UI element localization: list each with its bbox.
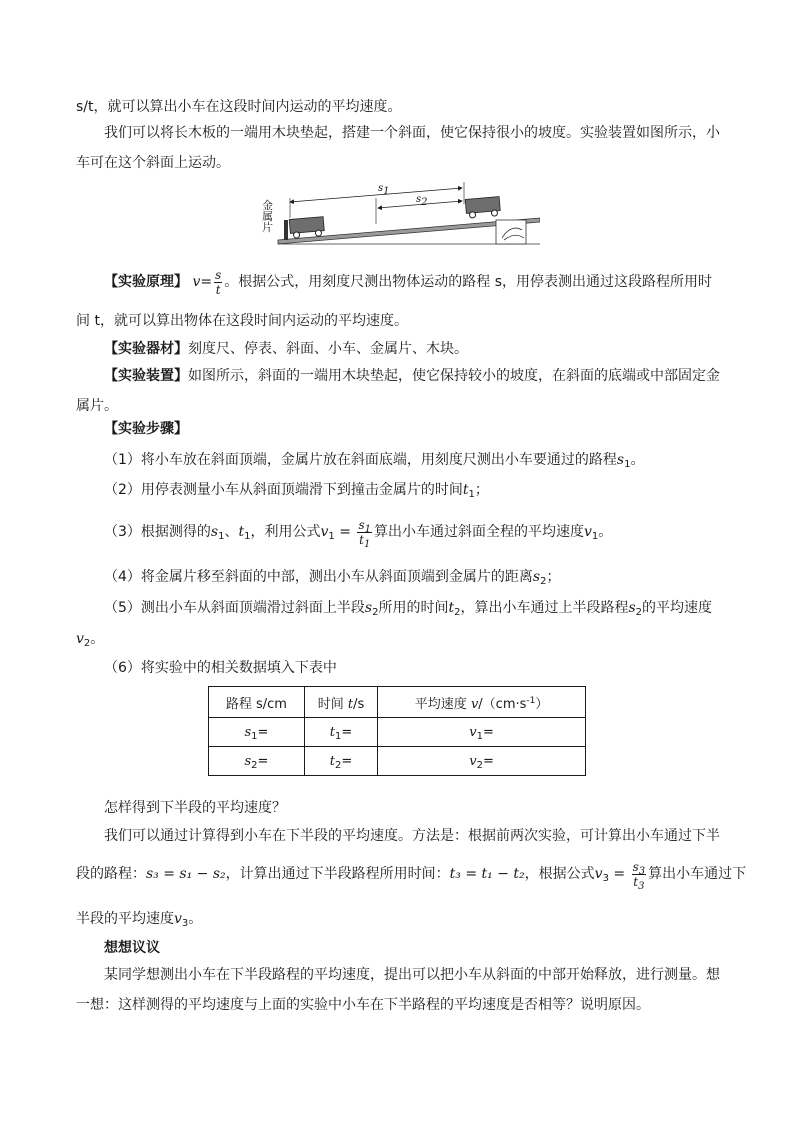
cell-t1[interactable]: $t_1=$ <box>304 718 377 747</box>
equipment-heading: 【实验器材】 <box>104 341 188 357</box>
step-2: （2）用停表测量小车从斜面顶端滑下到撞击金属片的时间$t_1$； <box>104 482 489 500</box>
step-4: （4）将金属片移至斜面的中部，测出小车从斜面顶端到金属片的距离$s_2$； <box>104 569 561 587</box>
cart-top <box>465 197 500 219</box>
s2-label: $s_2$ <box>416 194 428 208</box>
intro-paragraph: 我们可以将长木板的一端用木块垫起，搭建一个斜面，使它保持很小的坡度。实验装置如图所示，小车可在这个斜面上运动。 <box>76 125 720 171</box>
cell-s2[interactable]: $s_2=$ <box>209 747 305 776</box>
header-speed: 平均速度 $v/(cm\cdot s^{-1})$ <box>378 687 586 718</box>
cell-v1[interactable]: $v_1=$ <box>378 718 586 747</box>
formula-v3: $\frac{s_3}{t_3}$ <box>632 859 646 892</box>
metal-plate <box>284 220 288 240</box>
second-half-line-2: 段的路程：s₃ = s₁ − s₂，计算出通过下半段路程所用时间：t₃ = t₁ − t₂，根据公式$v_3$ = $\frac{s_3}{t_3}$ 算出小车通过下 <box>76 859 747 892</box>
header-distance: 路程 s/cm <box>209 687 305 718</box>
wood-block <box>496 220 526 244</box>
header-time: 时间 t/s <box>304 687 377 718</box>
steps-heading: 【实验步骤】 <box>104 421 188 437</box>
incline-diagram <box>268 178 540 246</box>
table-row <box>209 747 586 776</box>
cell-v2[interactable]: $v_2=$ <box>378 747 586 776</box>
principle-heading: 【实验原理】 <box>104 274 188 290</box>
s1-label: $s_1$ <box>378 183 390 197</box>
second-half-line-1: 我们可以通过计算得到小车在下半段的平均速度。方法是：根据前两次实验，可计算出小车通过下半 <box>104 828 720 844</box>
step-6: （6）将实验中的相关数据填入下表中 <box>104 660 337 676</box>
principle-line-1: 【实验原理】 v= $\frac{s}{t}$ 。根据公式，用刻度尺测出物体运动的路程 s，用停表测出通过这段路程所用时 <box>104 267 713 297</box>
apparatus-figure <box>262 178 540 246</box>
formula-v1: $\frac{s_1}{t_1}$ <box>358 517 371 550</box>
equipment-line: 【实验器材】刻度尺、停表、斜面、小车、金属片、木块。 <box>104 341 468 357</box>
setup-heading: 【实验装置】 <box>104 368 188 384</box>
cell-t2[interactable]: $t_2=$ <box>304 747 377 776</box>
metal-plate-label: 金 属 片 <box>262 199 273 234</box>
step-5-cont: $v_2$。 <box>76 631 105 649</box>
step-3: （3）根据测得的$s_1$、$t_1$，利用公式$v_1$ = $\frac{s_1}{t_1}$ 算出小车通过斜面全程的平均速度$v_1$。 <box>104 517 613 550</box>
step-5: （5）测出小车从斜面顶端滑过斜面上半段$s_2$所用的时间$t_2$，算出小车通过上半段路程$s_2$的平均速度 <box>104 600 713 618</box>
discuss-heading: 想想议议 <box>104 940 160 956</box>
table-header-row <box>209 687 586 718</box>
intro-line-1: s/t，就可以算出小车在这段时间内运动的平均速度。 <box>76 99 402 115</box>
cart-bottom <box>289 217 324 239</box>
cell-s1[interactable]: $s_1=$ <box>209 718 305 747</box>
second-half-question: 怎样得到下半段的平均速度？ <box>104 800 286 816</box>
step-1: （1）将小车放在斜面顶端，金属片放在斜面底端，用刻度尺测出小车要通过的路程$s_1$。 <box>104 452 645 470</box>
data-table <box>208 686 586 776</box>
table-row <box>209 718 586 747</box>
setup-paragraph: 【实验装置】如图所示，斜面的一端用木块垫起，使它保持较小的坡度，在斜面的底端或中部固定金属片。 <box>76 368 720 414</box>
discuss-paragraph: 某同学想测出小车在下半段路程的平均速度，提出可以把小车从斜面的中部开始释放，进行测量。想一想：这样测得的平均速度与上面的实验中小车在下半路程的平均速度是否相等？说明原因。 <box>76 967 720 1013</box>
second-half-line-3: 半段的平均速度$v_3$。 <box>76 911 203 929</box>
formula-v-eq-s-over-t: $\frac{s}{t}$ <box>215 267 222 297</box>
principle-line-2: 间 t，就可以算出物体在这段时间内运动的平均速度。 <box>76 313 408 329</box>
